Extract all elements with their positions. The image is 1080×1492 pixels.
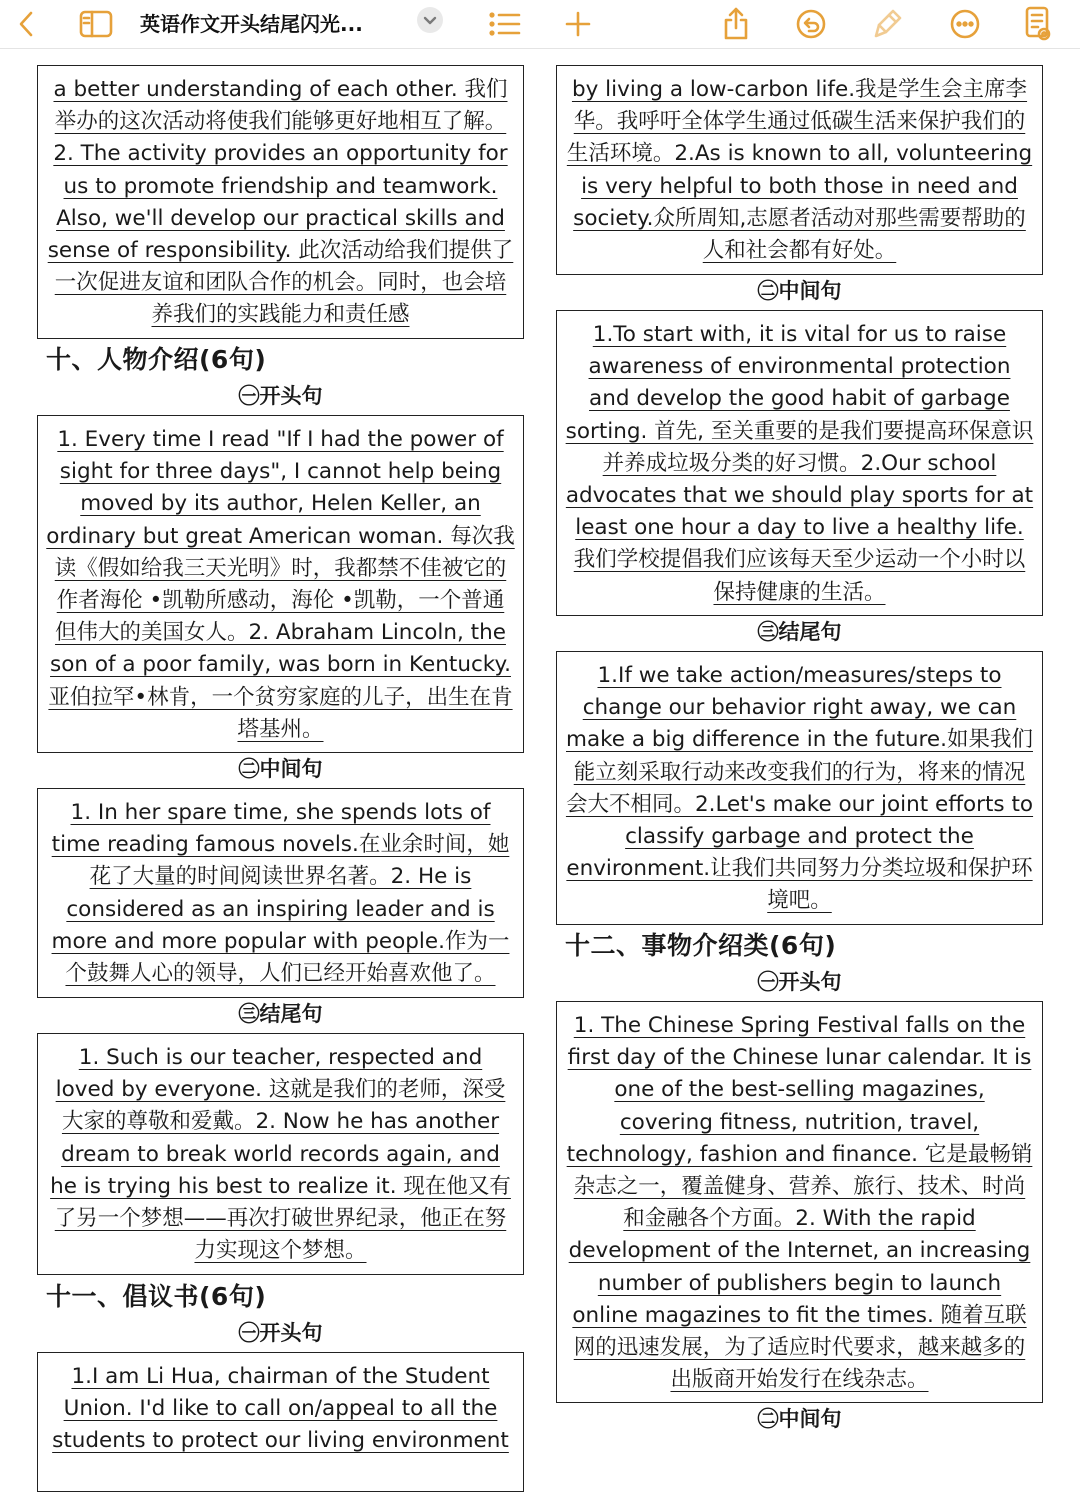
- sidebar-icon[interactable]: [78, 6, 114, 42]
- subheading-middle: ㊁中间句: [238, 757, 323, 781]
- subheading-middle: ㊁中间句: [757, 1407, 842, 1431]
- add-icon[interactable]: [563, 6, 593, 42]
- subheading-opening: ㊀开头句: [238, 1321, 323, 1345]
- undo-icon[interactable]: [795, 6, 827, 42]
- box-text: 1.To start with, it is vital for us to raise awareness of environmental protection and develop the good habit of garbage sorting. 首先, 至关重要的是我们要提高环保意识并养成垃圾分类的好习惯。2.Our school advocates that we should play sports for at least one hour a day to live a healthy life.我们学校提倡我们应该每天至少运动一个小时以保持健康的生活。: [565, 322, 1034, 605]
- box-text: a better understanding of each other. 我们举办的这次活动将使我们能够更好地相互了解。2. The activity provides an opportunity for us to promote friendship and teamwork. Also, we'll develop our practical skills and sense of responsibility. 此次活动给我们提供了一次促进友谊和团队合作的机会。同时，也会培养我们的实践能力和责任感: [47, 77, 514, 328]
- subheading-opening: ㊀开头句: [238, 384, 323, 408]
- section-heading: 十一、倡议书(6句): [46, 1282, 267, 1311]
- right-column: [556, 48, 1043, 1435]
- box-text: 1.If we take action/measures/steps to change our behavior right away, we can make a big difference in the future.如果我们能立刻采取行动来改变我们的行为，将来的情况会大不相同。2.Let's make our joint efforts to classify garbage and protect the environment.让我们共同努力分类垃圾和保护环境吧。: [565, 663, 1034, 914]
- text-box: [37, 65, 524, 339]
- box-text: 1. Every time I read "If I had the power of sight for three days", I cannot help being moved by its author, Helen Keller, an ordinary but great American woman. 每次我读《假如给我三天光明》时，我都禁不佳被它的作者海伦 •凯勒所感动，海伦 •凯勒，一个普通但伟大的美国女人。2. Abraham Lincoln, the son of a poor family, was born in Kentucky. 亚伯拉罕•林肯，一个贫穷家庭的儿子，出生在肯塔基州。: [46, 427, 515, 742]
- document-title[interactable]: 英语作文开头结尾闪光...: [140, 12, 363, 36]
- list-icon[interactable]: [488, 6, 522, 42]
- text-box: [556, 65, 1043, 275]
- title-dropdown-icon[interactable]: [417, 7, 443, 33]
- subheading-opening: ㊀开头句: [757, 970, 842, 994]
- subheading-ending: ㊂结尾句: [757, 620, 842, 644]
- more-icon[interactable]: [949, 6, 981, 42]
- text-box: [556, 1001, 1043, 1403]
- box-text: 1. Such is our teacher, respected and loved by everyone. 这就是我们的老师，深受大家的尊敬和爱戴。2. Now he has another dream to break world records again, and he is trying his best to realize it. 现在他又有了另一个梦想——再次打破世界纪录，他正在努力实现这个梦想。: [50, 1045, 511, 1264]
- subheading-middle: ㊁中间句: [757, 279, 842, 303]
- subheading-ending: ㊂结尾句: [238, 1002, 323, 1026]
- left-column: [37, 48, 524, 1492]
- back-chevron-icon[interactable]: [12, 6, 40, 42]
- share-icon[interactable]: [720, 6, 752, 42]
- text-box: [37, 1352, 524, 1492]
- notes-icon[interactable]: [1022, 6, 1054, 42]
- box-text: 1. The Chinese Spring Festival falls on the first day of the Chinese lunar calendar. It is one of the best-selling magazines, covering fitness, nutrition, travel, technology, fashion and finance. 它是最畅销杂志之一，覆盖健身、营养、旅行、技术、时尚和金融各个方面。2. With the rapid development of the Internet, an increasing number of publishers begin to launch online magazines to fit the times. 随着互联网的迅速发展，为了适应时代要求，越来越多的出版商开始发行在线杂志。: [566, 1013, 1033, 1393]
- text-box: [37, 788, 524, 998]
- section-heading: 十、人物介绍(6句): [46, 345, 267, 374]
- markup-pen-icon[interactable]: [872, 6, 904, 42]
- section-heading: 十二、事物介绍类(6句): [565, 931, 837, 960]
- text-box: [37, 415, 524, 753]
- text-box: [37, 1033, 524, 1275]
- top-toolbar: [0, 0, 1080, 49]
- text-box: [556, 651, 1043, 925]
- box-text: 1. In her spare time, she spends lots of time reading famous novels.在业余时间，她花了大量的时间阅读世界名著。2. He is considered as an inspiring leader and is more and more popular with people.作为一个鼓舞人心的领导，人们已经开始喜欢他了。: [51, 800, 510, 987]
- box-text: by living a low-carbon life.我是学生会主席李华。我呼吁全体学生通过低碳生活来保护我们的生活环境。2.As is known to all, volunteering is very helpful to both those in need and society.众所周知,志愿者活动对那些需要帮助的人和社会都有好处。: [566, 77, 1033, 264]
- box-text: 1.I am Li Hua, chairman of the Student Union. I'd like to call on/appeal to all the students to protect our living environment: [52, 1364, 509, 1454]
- text-box: [556, 310, 1043, 616]
